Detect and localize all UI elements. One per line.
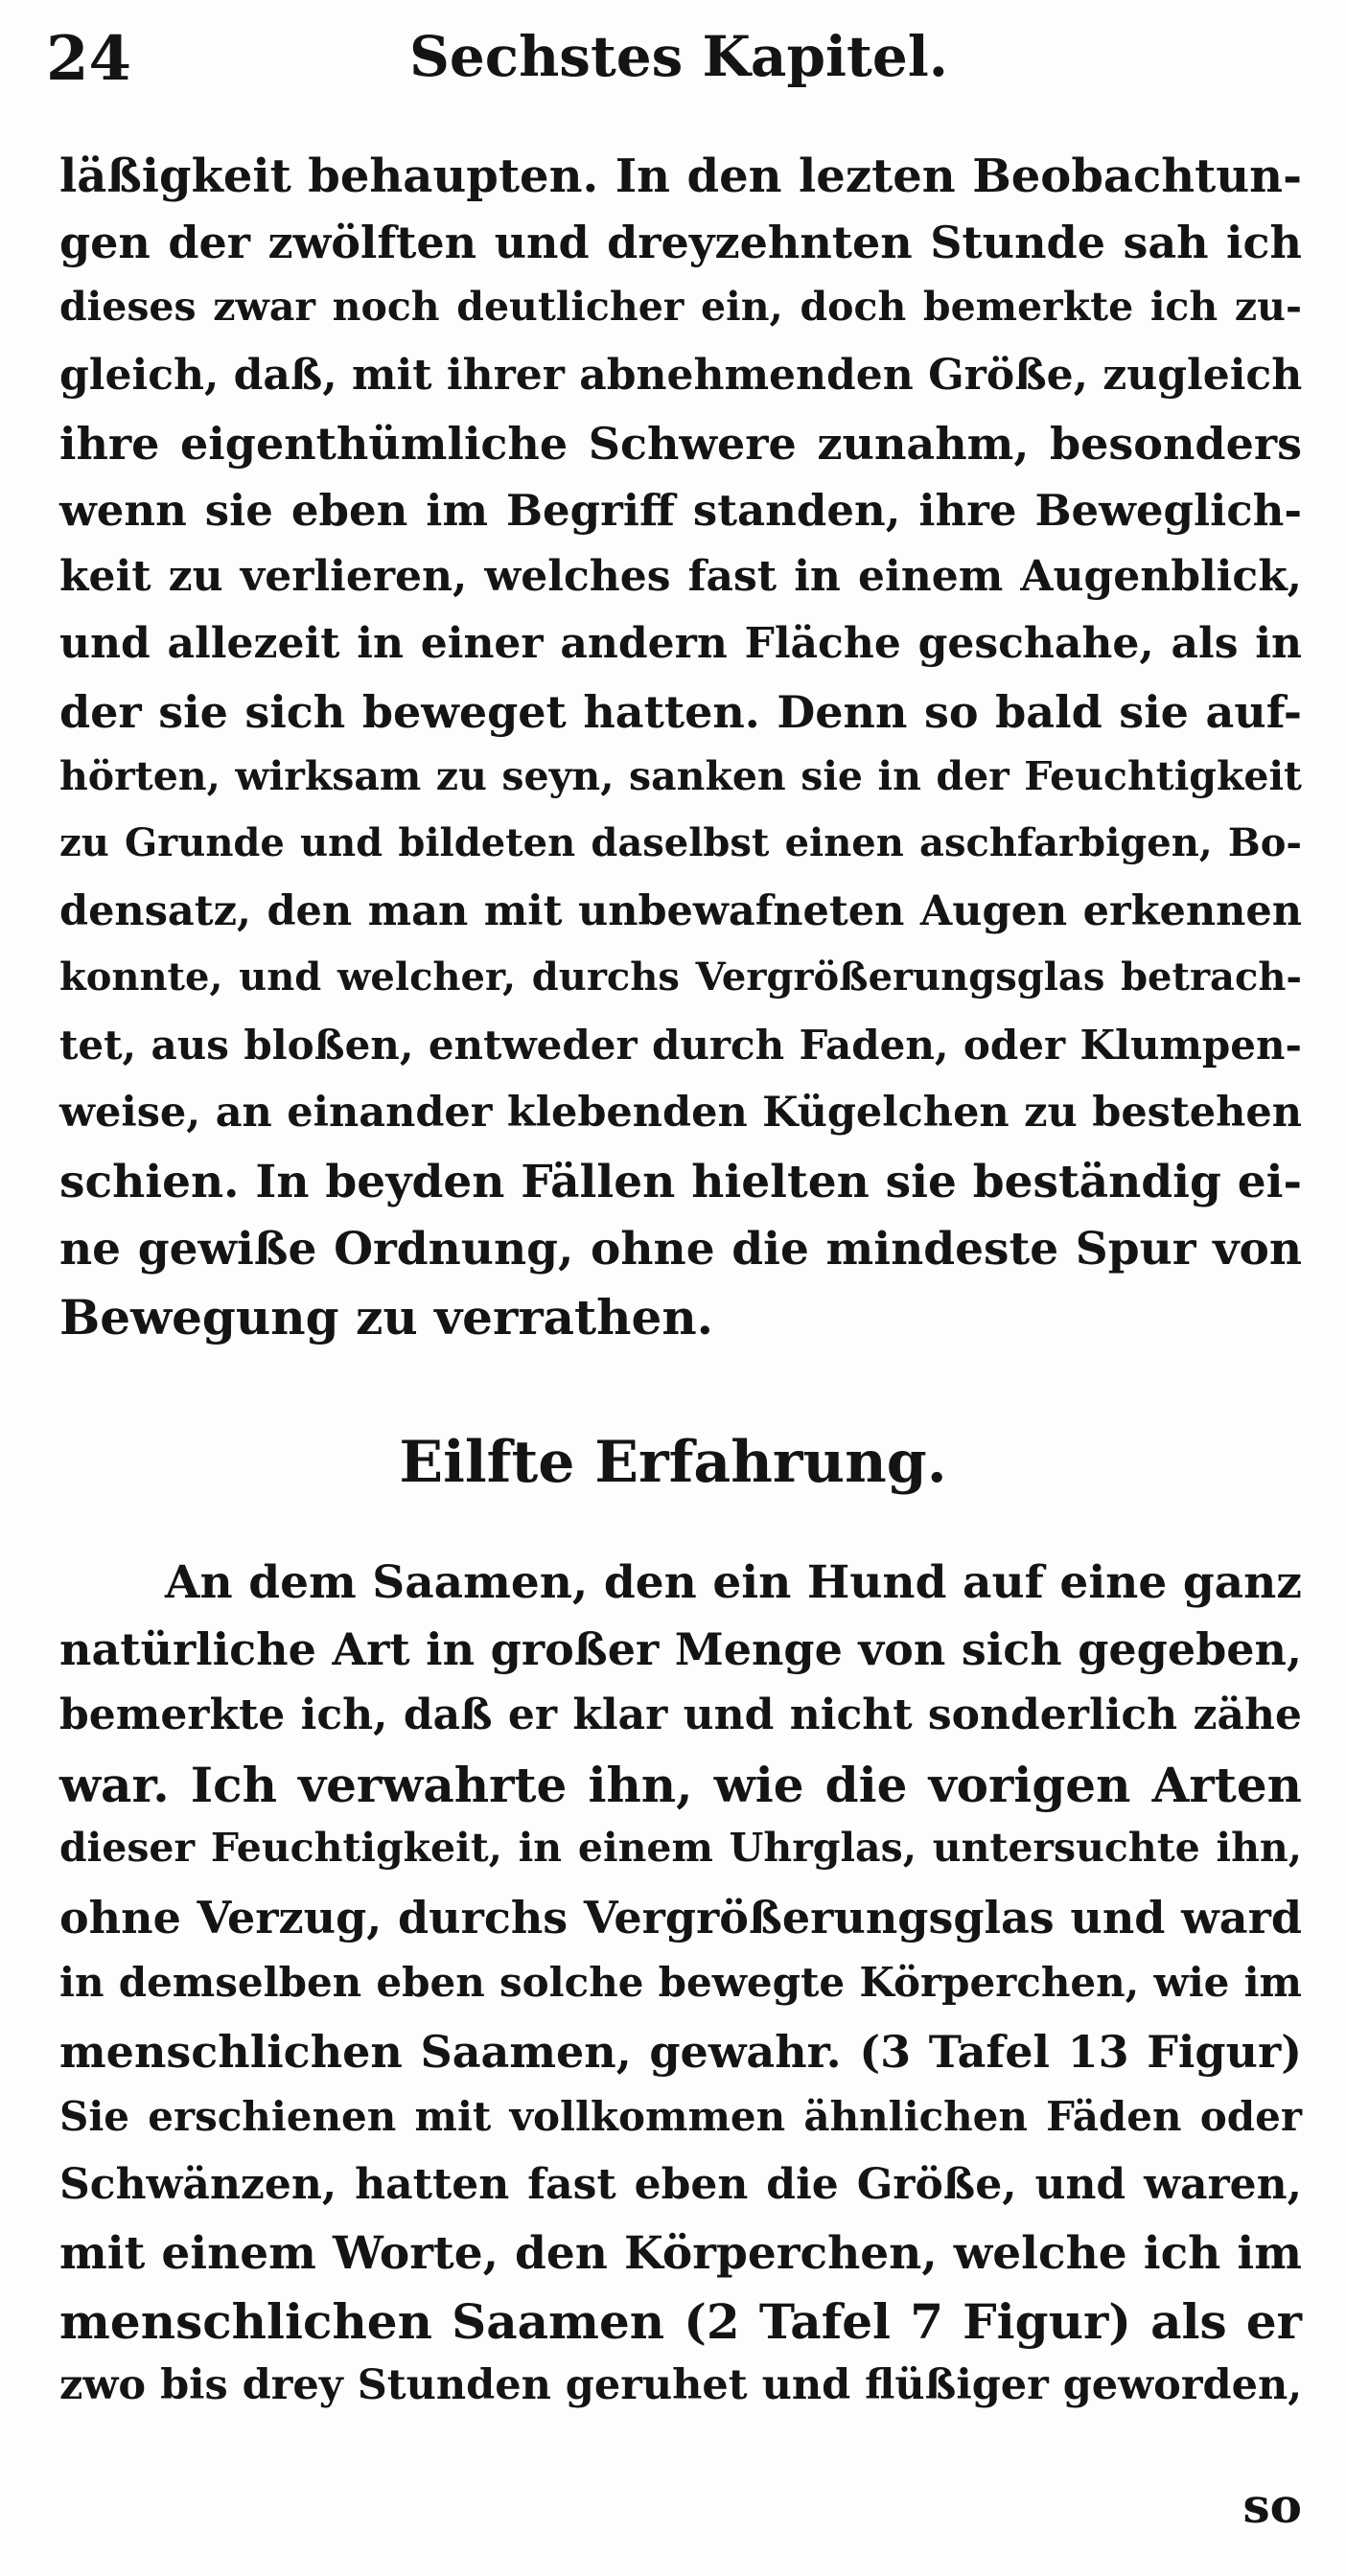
text-line: zu Grunde und bildeten daselbst einen aschfarbigen, Bo- <box>59 820 1302 865</box>
text-line: schien. In beyden Fällen hielten sie beständig ei- <box>59 1156 1302 1208</box>
page-header <box>46 21 1311 107</box>
text-line: und allezeit in einer andern Fläche geschahe, als in <box>59 619 1302 668</box>
text-line: gen der zwölften und dreyzehnten Stunde sah ich <box>59 217 1302 268</box>
text-line: keit zu verlieren, welches fast in einem Augenblick, <box>59 552 1302 601</box>
text-line: ohne Verzug, durchs Vergrößerungsglas und ward <box>59 1892 1302 1944</box>
text-line: weise, an einander klebenden Kügelchen zu bestehen <box>59 1089 1302 1137</box>
text-line: ne gewiße Ordnung, ohne die mindeste Spur von <box>59 1223 1302 1276</box>
page-number: 24 <box>46 23 132 95</box>
text-line: konnte, und welcher, durchs Vergrößerungsglas betrach- <box>59 954 1302 1000</box>
text-line: der sie sich beweget hatten. Denn so bald sie auf- <box>59 686 1302 738</box>
text-line: menschlichen Saamen (2 Tafel 7 Figur) als er <box>59 2293 1302 2350</box>
text-line: dieser Feuchtigkeit, in einem Uhrglas, untersuchte ihn, <box>59 1825 1302 1871</box>
text-line: densatz, den man mit unbewafneten Augen erkennen <box>59 887 1302 935</box>
text-line: ihre eigenthümliche Schwere zunahm, besonders <box>59 418 1302 470</box>
text-line: menschlichen Saamen, gewahr. (3 Tafel 13 Figur) <box>59 2026 1302 2078</box>
paragraph-1 <box>59 150 1303 1361</box>
text-line: läßigkeit behaupten. In den lezten Beobachtun- <box>59 150 1302 203</box>
text-line: Schwänzen, hatten fast eben die Größe, und waren, <box>59 2160 1302 2209</box>
catchword: so <box>1242 2477 1302 2534</box>
text-line: zwo bis drey Stunden geruhet und flüßiger geworden, <box>59 2361 1303 2409</box>
text-line: An dem Saamen, den ein Hund auf eine ganz <box>165 1556 1302 1609</box>
text-line: in demselben eben solche bewegte Körperchen, wie im <box>59 1959 1302 2006</box>
paragraph-2 <box>59 1556 1303 2432</box>
running-head: Sechstes Kapitel. <box>409 24 948 89</box>
text-line: mit einem Worte, den Körperchen, welche ich im <box>59 2227 1302 2280</box>
text-line: war. Ich verwahrte ihn, wie die vorigen Arten <box>59 1757 1302 1813</box>
text-line: dieses zwar noch deutlicher ein, doch bemerkte ich zu- <box>59 284 1302 330</box>
text-line: bemerkte ich, daß er klar und nicht sonderlich zähe <box>59 1690 1302 1739</box>
text-line: Bewegung zu verrathen. <box>59 1289 714 1346</box>
text-line: Sie erschienen mit vollkommen ähnlichen Fäden oder <box>59 2093 1302 2140</box>
section-title: Eilfte Erfahrung. <box>399 1429 947 1496</box>
text-line: gleich, daß, mit ihrer abnehmenden Größe, zugleich <box>59 351 1303 400</box>
text-line: wenn sie eben im Begriff standen, ihre Beweglich- <box>59 485 1302 536</box>
text-line: natürliche Art in großer Menge von sich gegeben, <box>59 1623 1302 1675</box>
text-line: hörten, wirksam zu seyn, sanken sie in der Feuchtigkeit <box>59 753 1302 799</box>
text-line: tet, aus bloßen, entweder durch Faden, oder Klumpen- <box>59 1022 1302 1069</box>
